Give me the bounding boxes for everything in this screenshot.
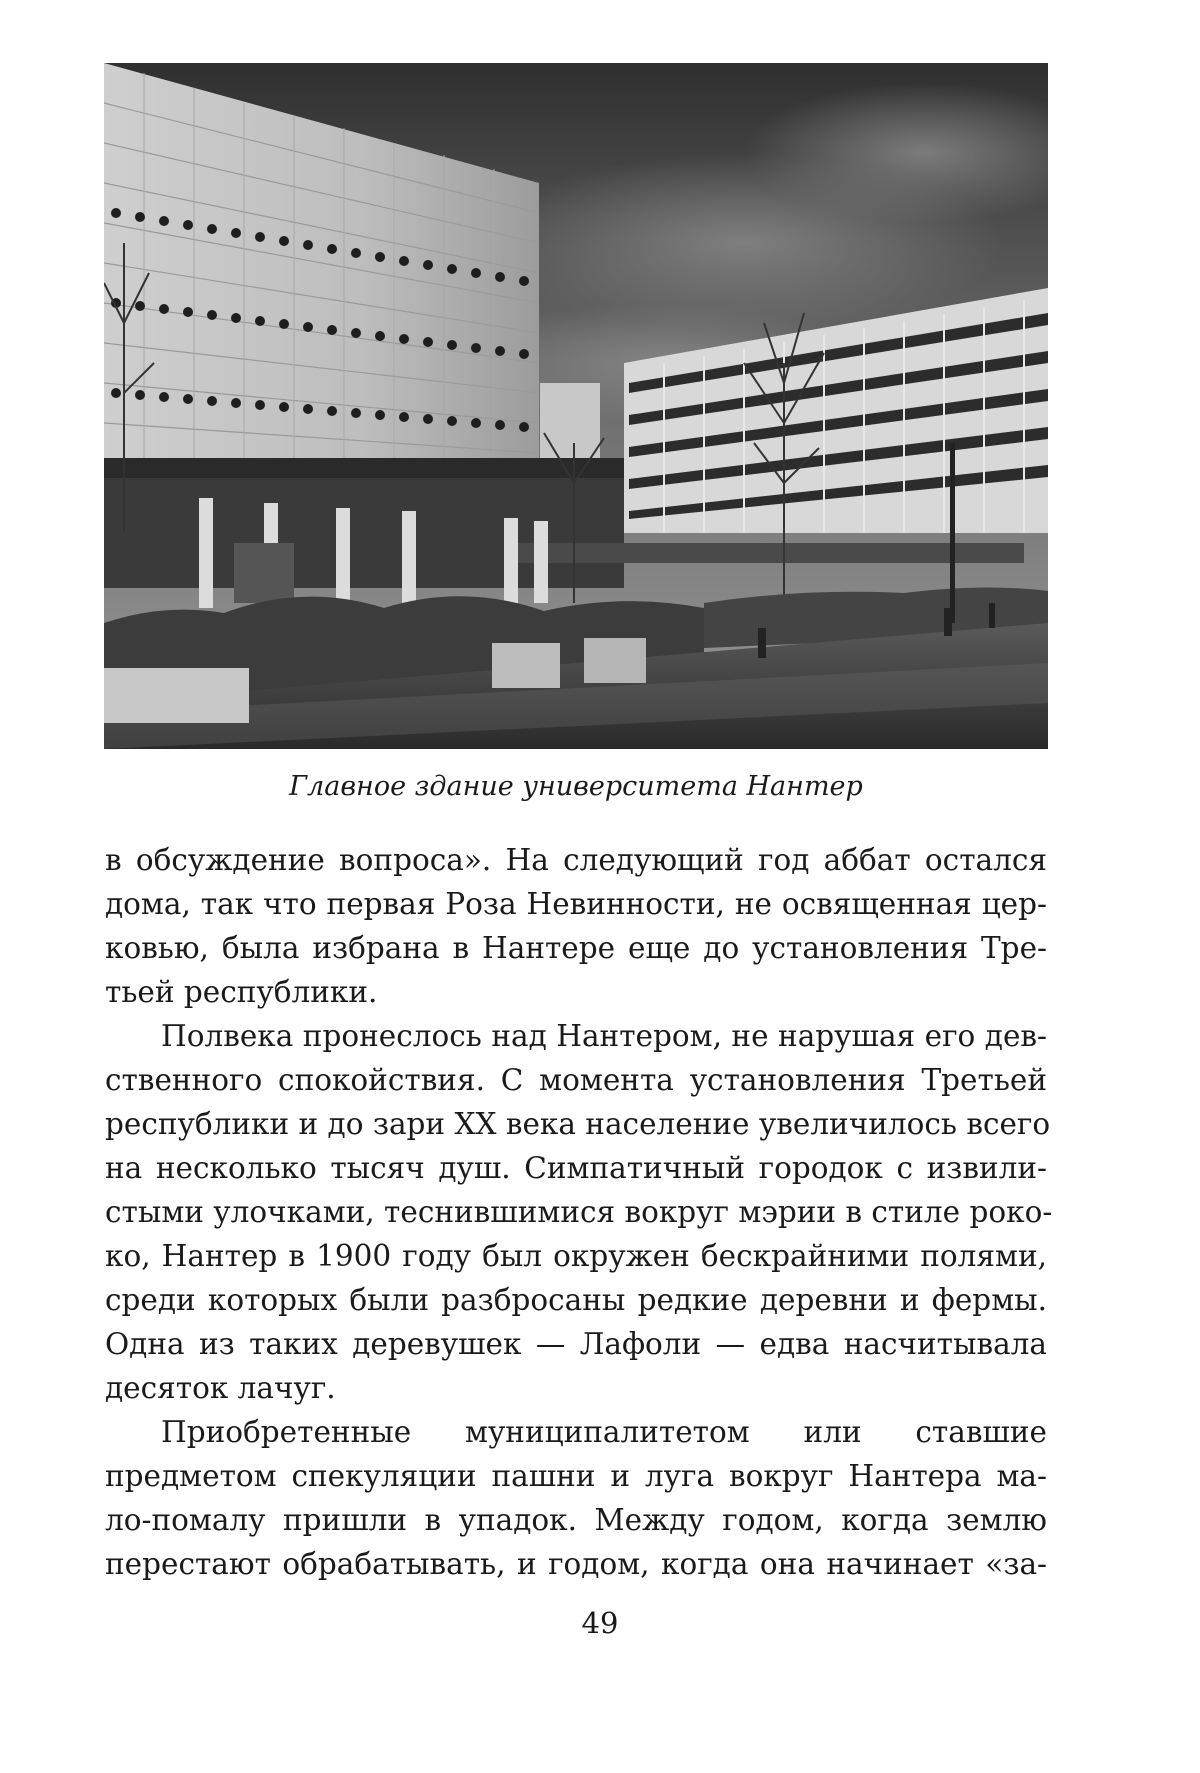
text-line: Полвека пронеслось над Нантером, не нарушая его дев-	[161, 1019, 1047, 1053]
paragraph-1	[105, 838, 1047, 1014]
university-building-photo	[104, 63, 1048, 749]
text-line: среди которых были разбросаны редкие деревни и фермы.	[105, 1283, 1047, 1317]
text-line: республики и до зари XX века население увеличилось всего	[105, 1107, 1051, 1141]
text-line: предметом спекуляции пашни и луга вокруг Нантера ма-	[105, 1459, 1047, 1493]
text-line: десяток лачуг.	[105, 1371, 336, 1405]
page-number: 49	[581, 1606, 619, 1640]
text-line: дома, так что первая Роза Невинности, не освященная цер-	[105, 887, 1047, 921]
text-line: Одна из таких деревушек — Лафоли — едва насчитывала	[105, 1327, 1047, 1361]
paragraph-2	[105, 1014, 1053, 1410]
text-line: в обсуждение вопроса». На следующий год аббат остался	[105, 843, 1047, 877]
text-line: ственного спокойствия. С момента установления Третьей	[105, 1063, 1047, 1097]
text-line: перестают обрабатывать, и годом, когда она начинает «за-	[105, 1547, 1047, 1581]
figure-caption: Главное здание университета Нантер	[289, 771, 863, 802]
text-line: стыми улочками, теснившимися вокруг мэрии в стиле роко-	[105, 1195, 1053, 1229]
text-line: ковью, была избрана в Нантере еще до установления Тре-	[105, 931, 1047, 965]
text-line: ко, Нантер в 1900 году был окружен бескрайними полями,	[105, 1239, 1047, 1273]
body-text	[105, 838, 1053, 1586]
paragraph-3	[105, 1410, 1047, 1586]
text-line: ло-помалу пришли в упадок. Между годом, когда землю	[105, 1503, 1047, 1537]
text-line: Приобретенные муниципалитетом или ставшие	[161, 1415, 1047, 1449]
text-line: тьей республики.	[105, 975, 378, 1009]
text-line: на несколько тысяч душ. Симпатичный городок с извили-	[105, 1151, 1047, 1185]
